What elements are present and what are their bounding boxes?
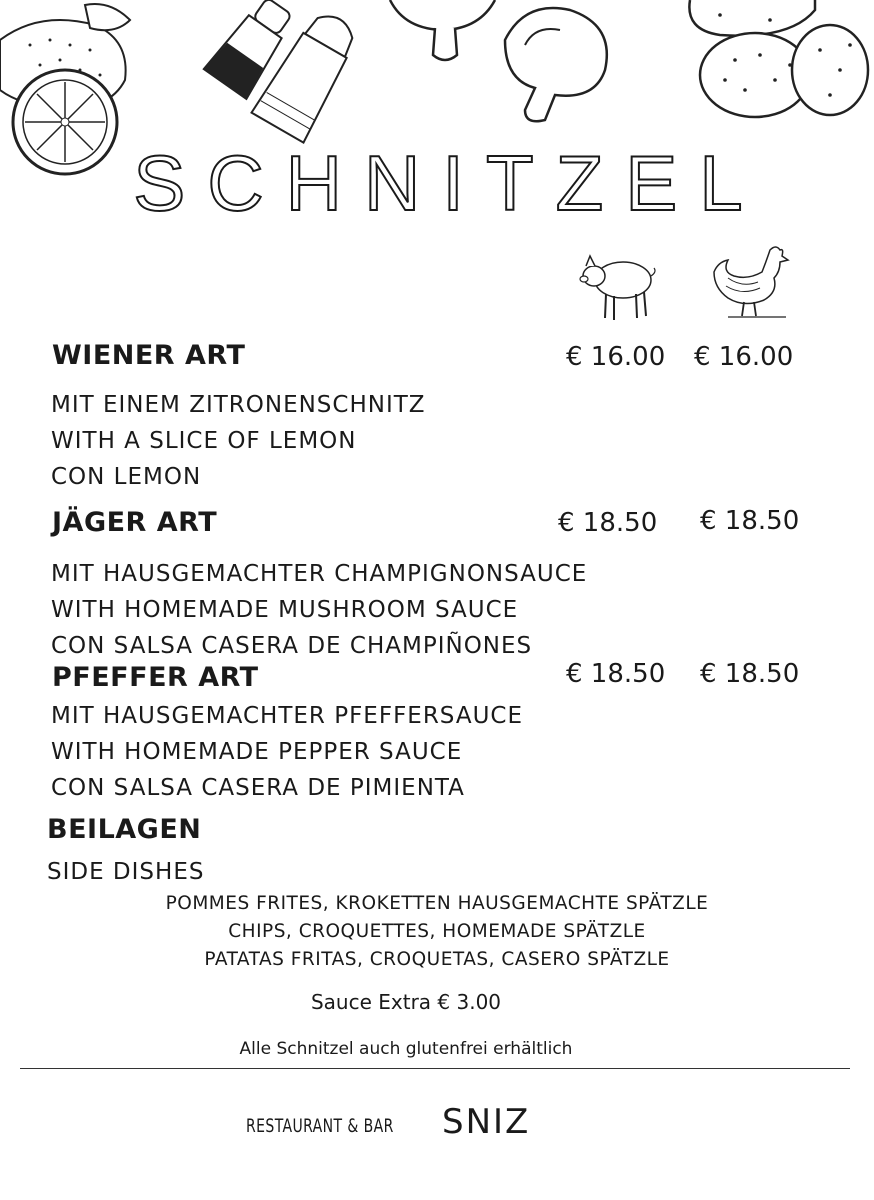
dish-name-wiener: WIENER ART — [52, 340, 246, 371]
side-dish-line: PATATAS FRITAS, CROQUETAS, CASERO SPÄTZLE — [204, 949, 670, 970]
mushroom-icon — [385, 0, 615, 130]
dish-name-jaeger: JÄGER ART — [52, 507, 218, 538]
potato-icon — [680, 0, 874, 130]
sides-subheading: SIDE DISHES — [47, 859, 205, 885]
side-dish-line: CHIPS, CROQUETTES, HOMEMADE SPÄTZLE — [228, 921, 646, 942]
dish-desc-line: CON SALSA CASERA DE PIMIENTA — [51, 775, 465, 801]
pig-icon — [578, 248, 658, 324]
side-dish-line: POMMES FRITES, KROKETTEN HAUSGEMACHTE SPÄTZLE — [165, 893, 709, 914]
salt-pepper-shaker-icon — [200, 0, 360, 145]
price-chicken-wiener: € 16.00 — [694, 342, 794, 372]
footer-brand: SNIZ — [442, 1102, 531, 1142]
page-title: SCHNITZEL — [133, 139, 765, 227]
dish-desc-line: WITH HOMEMADE PEPPER SAUCE — [51, 739, 463, 765]
gluten-note: Alle Schnitzel auch glutenfrei erhältlich — [239, 1039, 573, 1059]
dish-desc-line: CON SALSA CASERA DE CHAMPIÑONES — [51, 633, 533, 659]
price-pork-jaeger: € 18.50 — [558, 508, 658, 538]
dish-desc-line: WITH A SLICE OF LEMON — [51, 428, 357, 454]
price-pork-pfeffer: € 18.50 — [566, 659, 666, 689]
footer-tagline: RESTAURANT & BAR — [246, 1115, 394, 1137]
chicken-icon — [708, 242, 790, 322]
dish-name-pfeffer: PFEFFER ART — [52, 662, 259, 693]
price-pork-wiener: € 16.00 — [566, 342, 666, 372]
dish-desc-line: CON LEMON — [51, 464, 202, 490]
price-chicken-pfeffer: € 18.50 — [700, 659, 800, 689]
dish-desc-line: MIT HAUSGEMACHTER PFEFFERSAUCE — [51, 703, 523, 729]
footer-divider — [20, 1068, 850, 1069]
dish-desc-line: MIT HAUSGEMACHTER CHAMPIGNONSAUCE — [51, 561, 588, 587]
sides-heading: BEILAGEN — [47, 814, 202, 845]
sauce-extra: Sauce Extra € 3.00 — [310, 990, 502, 1014]
price-chicken-jaeger: € 18.50 — [700, 506, 800, 536]
dish-desc-line: MIT EINEM ZITRONENSCHNITZ — [51, 392, 426, 418]
dish-desc-line: WITH HOMEMADE MUSHROOM SAUCE — [51, 597, 519, 623]
